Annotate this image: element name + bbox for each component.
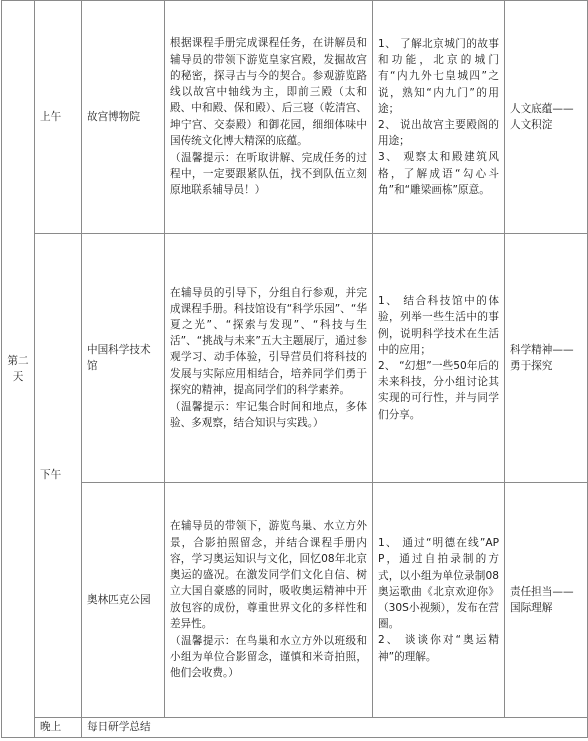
activity-content xyxy=(165,234,373,483)
table-row xyxy=(2,483,588,718)
goal-item: 1、 通过“明德在线”APP，通过自拍录制的方式，以小组为单位录制08奥运歌曲《北京欢迎你》（30S小视频），发布在营圈。 xyxy=(378,537,499,631)
place-name: 故宫博物院 xyxy=(82,1,165,234)
place-name: 奥林匹克公园 xyxy=(82,483,165,718)
table-row xyxy=(2,1,588,234)
table-row xyxy=(2,234,588,483)
activity-content xyxy=(165,1,373,234)
learning-goals xyxy=(373,483,505,718)
learning-goals xyxy=(373,234,505,483)
core-value: 责任担当——国际理解 xyxy=(505,483,588,718)
activity-description: 在辅导员的带领下，游览鸟巢、水立方外景，合影拍照留念，并结合课程手册内容，学习奥运知识与文化，回忆08年北京奥运的盛况。在激发同学们文化自信、树立大国自豪感的同时，吸收奥运精神中开放包容的成份，尊重世界文化的多样性和差异性。 xyxy=(170,520,367,630)
place-name: 中国科学技术馆 xyxy=(82,234,165,483)
goal-item: 3、 观察太和殿建筑风格，了解成语“勾心斗角”和“雕梁画栋”原意。 xyxy=(378,151,499,196)
warm-tip: （温馨提示：在听取讲解、完成任务的过程中，一定要跟紧队伍，找不到队伍立刻原地联系辅导员！） xyxy=(170,151,367,197)
goal-item: 1、 结合科技馆中的体验，列举一些生活中的事例，说明科学技术在生活中的应用； xyxy=(378,295,499,356)
learning-goals xyxy=(373,1,505,234)
goal-item: 2、 “幻想”一些50年后的未来科技，分小组讨论其实现的可行性，并与同学们分享。 xyxy=(378,360,499,421)
warm-tip: （温馨提示：牢记集合时间和地点，多体验、多观察，结合知识与实践。） xyxy=(170,401,367,430)
period-morning: 上午 xyxy=(35,1,82,234)
goal-item: 2、 说出故宫主要殿阁的用途； xyxy=(378,119,499,148)
activity-description: 在辅导员的引导下，分组自行参观，并完成课程手册。科技馆设有“科学乐园”、“华夏之光”、“探索与发现”、“科技与生活”、“挑战与未来”五大主题展厅，通过参观学习、动手体验，引导营员们将科技的发展与实际应用相结合，培养同学们勇于探究的精神，提高同学们的科学素养。 xyxy=(170,286,367,396)
day-label: 第二天 xyxy=(2,1,35,738)
itinerary-table xyxy=(1,0,588,738)
goal-item: 2、 谈谈你对“奥运精神”的理解。 xyxy=(378,634,499,663)
activity-content xyxy=(165,483,373,718)
core-value: 人文底蕴——人文积淀 xyxy=(505,1,588,234)
core-value: 科学精神——勇于探究 xyxy=(505,234,588,483)
evening-activity: 每日研学总结 xyxy=(82,718,588,738)
period-evening: 晚上 xyxy=(35,718,82,738)
table-row xyxy=(2,718,588,738)
goal-item: 1、 了解北京城门的故事和功能，北京的城门有“内九外七皇城四”之说，熟知“内九门”的用途； xyxy=(378,37,499,115)
period-afternoon: 下午 xyxy=(35,234,82,718)
activity-description: 根据课程手册完成课程任务，在讲解员和辅导员的带领下游览皇家宫殿，发掘故宫的秘密，探寻古与今的契合。参观游览路线以故宫中轴线为主，即前三殿（太和殿、中和殿、保和殿）、后三寝（乾清宫、坤宁宫、交泰殿）和御花园，细细体味中国传统文化博大精深的底蕴。 xyxy=(170,37,367,147)
warm-tip: （温馨提示：在鸟巢和水立方外以班级和小组为单位合影留念，谨慎和米奇拍照，他们会收费。） xyxy=(170,634,367,680)
